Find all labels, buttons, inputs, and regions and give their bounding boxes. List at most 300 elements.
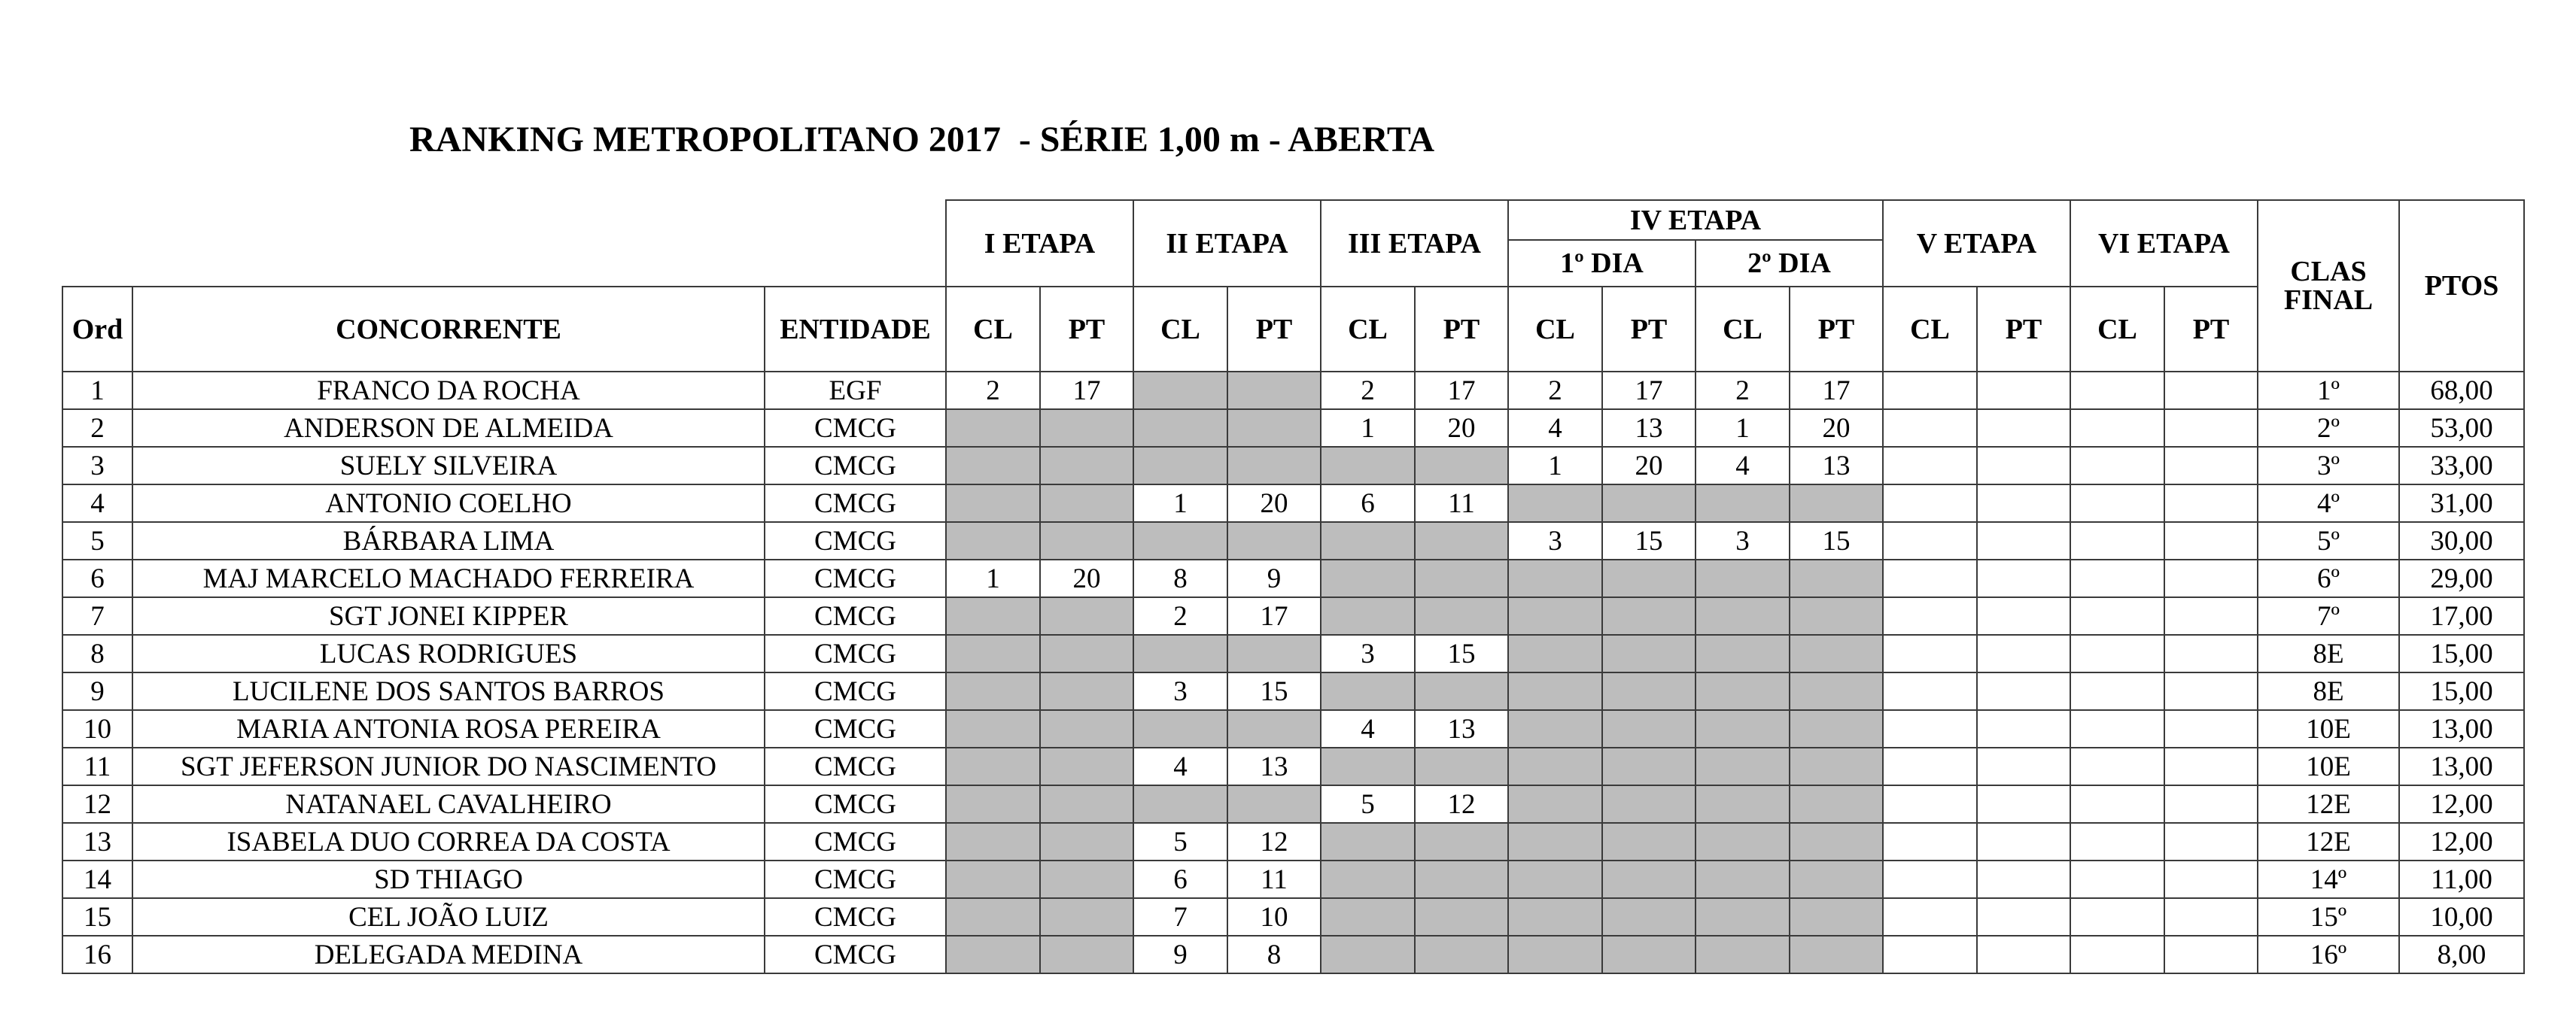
- stage4-day2-pt-cell: [1790, 898, 1883, 936]
- stage5-cl-cell: [1883, 785, 1977, 823]
- stage3-pt-cell: 15: [1415, 635, 1508, 672]
- header-pt: PT: [1415, 287, 1508, 372]
- stage1-pt-cell: [1040, 522, 1133, 560]
- stage2-pt-cell: 20: [1227, 484, 1321, 522]
- stage3-cl-cell: [1321, 748, 1415, 785]
- stage3-cl-cell: 2: [1321, 372, 1415, 409]
- stage5-pt-cell: [1977, 861, 2070, 898]
- stage4-day2-cl-cell: [1696, 861, 1790, 898]
- entity-cell: CMCG: [765, 522, 946, 560]
- stage5-cl-cell: [1883, 748, 1977, 785]
- stage1-cl-cell: [946, 409, 1040, 447]
- header-final-class: CLAS FINAL: [2258, 200, 2399, 372]
- stage2-cl-cell: [1133, 710, 1227, 748]
- final-class-cell: 6º: [2258, 560, 2399, 597]
- points-cell: 29,00: [2399, 560, 2524, 597]
- stage2-cl-cell: 2: [1133, 597, 1227, 635]
- stage3-pt-cell: [1415, 447, 1508, 484]
- stage2-cl-cell: [1133, 785, 1227, 823]
- header-cl: CL: [1696, 287, 1790, 372]
- stage1-pt-cell: 17: [1040, 372, 1133, 409]
- stage3-pt-cell: [1415, 861, 1508, 898]
- stage3-cl-cell: [1321, 823, 1415, 861]
- stage3-cl-cell: [1321, 447, 1415, 484]
- stage4-day2-cl-cell: 1: [1696, 409, 1790, 447]
- points-cell: 13,00: [2399, 710, 2524, 748]
- stage2-pt-cell: 8: [1227, 936, 1321, 973]
- header-pt: PT: [1602, 287, 1696, 372]
- stage6-pt-cell: [2164, 484, 2258, 522]
- stage4-day2-pt-cell: [1790, 861, 1883, 898]
- table-row: [62, 372, 2524, 409]
- header-stage-6: VI ETAPA: [2070, 200, 2258, 287]
- stage6-pt-cell: [2164, 710, 2258, 748]
- stage3-cl-cell: [1321, 898, 1415, 936]
- stage2-cl-cell: [1133, 522, 1227, 560]
- stage2-cl-cell: 8: [1133, 560, 1227, 597]
- stage3-pt-cell: 17: [1415, 372, 1508, 409]
- header-day-2: 2º DIA: [1696, 240, 1883, 287]
- stage1-pt-cell: [1040, 748, 1133, 785]
- header-row-columns: [62, 287, 2524, 372]
- entity-cell: CMCG: [765, 785, 946, 823]
- stage4-day2-pt-cell: [1790, 936, 1883, 973]
- stage5-cl-cell: [1883, 635, 1977, 672]
- table-row: [62, 447, 2524, 484]
- stage5-pt-cell: [1977, 372, 2070, 409]
- points-cell: 13,00: [2399, 748, 2524, 785]
- stage4-day1-pt-cell: [1602, 597, 1696, 635]
- entity-cell: CMCG: [765, 597, 946, 635]
- stage4-day2-cl-cell: [1696, 672, 1790, 710]
- stage4-day2-pt-cell: [1790, 560, 1883, 597]
- stage5-cl-cell: [1883, 447, 1977, 484]
- competitor-name: FRANCO DA ROCHA: [132, 372, 765, 409]
- header-stage-2: II ETAPA: [1133, 200, 1321, 287]
- stage3-cl-cell: [1321, 560, 1415, 597]
- header-cl: CL: [1883, 287, 1977, 372]
- table-row: [62, 748, 2524, 785]
- stage1-pt-cell: [1040, 898, 1133, 936]
- entity-cell: EGF: [765, 372, 946, 409]
- stage4-day1-pt-cell: [1602, 823, 1696, 861]
- stage4-day1-cl-cell: [1508, 861, 1602, 898]
- ord-cell: 9: [62, 672, 132, 710]
- stage1-pt-cell: [1040, 710, 1133, 748]
- stage6-pt-cell: [2164, 409, 2258, 447]
- ord-cell: 3: [62, 447, 132, 484]
- table-row: [62, 898, 2524, 936]
- stage4-day2-pt-cell: 20: [1790, 409, 1883, 447]
- stage1-pt-cell: [1040, 936, 1133, 973]
- stage5-pt-cell: [1977, 748, 2070, 785]
- stage4-day2-cl-cell: [1696, 710, 1790, 748]
- stage1-cl-cell: [946, 710, 1040, 748]
- stage1-pt-cell: [1040, 861, 1133, 898]
- ord-cell: 11: [62, 748, 132, 785]
- header-pt: PT: [1977, 287, 2070, 372]
- stage2-pt-cell: [1227, 372, 1321, 409]
- stage5-pt-cell: [1977, 409, 2070, 447]
- stage6-pt-cell: [2164, 447, 2258, 484]
- stage6-cl-cell: [2070, 710, 2164, 748]
- header-entity: ENTIDADE: [765, 287, 946, 372]
- stage5-cl-cell: [1883, 597, 1977, 635]
- stage6-cl-cell: [2070, 898, 2164, 936]
- table-row: [62, 823, 2524, 861]
- ranking-table: [62, 199, 2525, 974]
- stage4-day1-cl-cell: [1508, 785, 1602, 823]
- competitor-name: CEL JOÃO LUIZ: [132, 898, 765, 936]
- stage4-day2-pt-cell: [1790, 635, 1883, 672]
- stage3-cl-cell: [1321, 672, 1415, 710]
- ord-cell: 4: [62, 484, 132, 522]
- stage4-day2-cl-cell: [1696, 785, 1790, 823]
- points-cell: 15,00: [2399, 635, 2524, 672]
- entity-cell: CMCG: [765, 936, 946, 973]
- stage2-cl-cell: 9: [1133, 936, 1227, 973]
- stage1-pt-cell: [1040, 823, 1133, 861]
- stage2-cl-cell: [1133, 635, 1227, 672]
- ord-cell: 2: [62, 409, 132, 447]
- competitor-name: ISABELA DUO CORREA DA COSTA: [132, 823, 765, 861]
- stage1-cl-cell: 2: [946, 372, 1040, 409]
- stage2-cl-cell: 1: [1133, 484, 1227, 522]
- points-cell: 33,00: [2399, 447, 2524, 484]
- stage4-day1-cl-cell: 2: [1508, 372, 1602, 409]
- stage6-cl-cell: [2070, 597, 2164, 635]
- stage2-cl-cell: 4: [1133, 748, 1227, 785]
- stage2-pt-cell: 15: [1227, 672, 1321, 710]
- stage2-pt-cell: 17: [1227, 597, 1321, 635]
- points-cell: 8,00: [2399, 936, 2524, 973]
- stage1-pt-cell: [1040, 447, 1133, 484]
- stage1-cl-cell: [946, 597, 1040, 635]
- stage6-cl-cell: [2070, 785, 2164, 823]
- stage3-cl-cell: 5: [1321, 785, 1415, 823]
- stage4-day1-cl-cell: [1508, 484, 1602, 522]
- stage4-day2-cl-cell: [1696, 823, 1790, 861]
- header-day-1: 1º DIA: [1508, 240, 1696, 287]
- stage4-day1-cl-cell: [1508, 560, 1602, 597]
- ord-cell: 16: [62, 936, 132, 973]
- stage2-cl-cell: 5: [1133, 823, 1227, 861]
- stage4-day2-pt-cell: [1790, 484, 1883, 522]
- stage4-day1-cl-cell: [1508, 898, 1602, 936]
- stage4-day2-cl-cell: [1696, 597, 1790, 635]
- stage4-day1-pt-cell: [1602, 672, 1696, 710]
- final-class-cell: 12E: [2258, 823, 2399, 861]
- stage2-pt-cell: 10: [1227, 898, 1321, 936]
- competitor-name: SUELY SILVEIRA: [132, 447, 765, 484]
- stage5-pt-cell: [1977, 785, 2070, 823]
- ord-cell: 8: [62, 635, 132, 672]
- stage2-pt-cell: [1227, 447, 1321, 484]
- stage3-pt-cell: 11: [1415, 484, 1508, 522]
- stage5-cl-cell: [1883, 936, 1977, 973]
- stage4-day2-cl-cell: 3: [1696, 522, 1790, 560]
- final-class-cell: 3º: [2258, 447, 2399, 484]
- points-cell: 12,00: [2399, 785, 2524, 823]
- competitor-name: SD THIAGO: [132, 861, 765, 898]
- header-pt: PT: [1227, 287, 1321, 372]
- stage4-day2-cl-cell: [1696, 898, 1790, 936]
- points-cell: 15,00: [2399, 672, 2524, 710]
- header-stage-4: IV ETAPA: [1508, 200, 1883, 240]
- stage4-day1-pt-cell: 15: [1602, 522, 1696, 560]
- stage4-day1-cl-cell: 3: [1508, 522, 1602, 560]
- stage1-pt-cell: [1040, 672, 1133, 710]
- stage3-cl-cell: 6: [1321, 484, 1415, 522]
- stage6-pt-cell: [2164, 560, 2258, 597]
- stage3-pt-cell: [1415, 936, 1508, 973]
- ord-cell: 15: [62, 898, 132, 936]
- stage5-cl-cell: [1883, 861, 1977, 898]
- final-class-cell: 10E: [2258, 748, 2399, 785]
- entity-cell: CMCG: [765, 560, 946, 597]
- stage2-pt-cell: [1227, 635, 1321, 672]
- stage6-pt-cell: [2164, 861, 2258, 898]
- stage6-cl-cell: [2070, 936, 2164, 973]
- stage6-cl-cell: [2070, 447, 2164, 484]
- stage6-cl-cell: [2070, 748, 2164, 785]
- stage6-pt-cell: [2164, 785, 2258, 823]
- final-class-cell: 12E: [2258, 785, 2399, 823]
- ord-cell: 1: [62, 372, 132, 409]
- header-pt: PT: [2164, 287, 2258, 372]
- competitor-name: BÁRBARA LIMA: [132, 522, 765, 560]
- stage1-pt-cell: [1040, 484, 1133, 522]
- stage4-day2-pt-cell: [1790, 672, 1883, 710]
- points-cell: 12,00: [2399, 823, 2524, 861]
- stage6-pt-cell: [2164, 522, 2258, 560]
- stage4-day1-cl-cell: 1: [1508, 447, 1602, 484]
- stage4-day1-pt-cell: [1602, 635, 1696, 672]
- final-class-cell: 4º: [2258, 484, 2399, 522]
- stage5-cl-cell: [1883, 823, 1977, 861]
- stage3-cl-cell: [1321, 936, 1415, 973]
- table-row: [62, 710, 2524, 748]
- stage1-pt-cell: 20: [1040, 560, 1133, 597]
- header-row-stages: [62, 200, 2524, 240]
- stage1-cl-cell: [946, 484, 1040, 522]
- stage2-pt-cell: 9: [1227, 560, 1321, 597]
- competitor-name: ANDERSON DE ALMEIDA: [132, 409, 765, 447]
- points-cell: 11,00: [2399, 861, 2524, 898]
- stage2-pt-cell: [1227, 409, 1321, 447]
- stage2-pt-cell: 12: [1227, 823, 1321, 861]
- stage4-day1-cl-cell: [1508, 823, 1602, 861]
- ord-cell: 5: [62, 522, 132, 560]
- entity-cell: CMCG: [765, 823, 946, 861]
- stage6-pt-cell: [2164, 823, 2258, 861]
- stage2-pt-cell: [1227, 522, 1321, 560]
- stage1-cl-cell: [946, 447, 1040, 484]
- stage4-day2-pt-cell: [1790, 710, 1883, 748]
- stage4-day2-cl-cell: [1696, 484, 1790, 522]
- stage4-day1-pt-cell: [1602, 785, 1696, 823]
- ord-cell: 14: [62, 861, 132, 898]
- stage2-pt-cell: [1227, 785, 1321, 823]
- ord-cell: 12: [62, 785, 132, 823]
- table-row: [62, 409, 2524, 447]
- stage3-cl-cell: [1321, 861, 1415, 898]
- competitor-name: MARIA ANTONIA ROSA PEREIRA: [132, 710, 765, 748]
- stage4-day2-cl-cell: [1696, 936, 1790, 973]
- stage5-cl-cell: [1883, 898, 1977, 936]
- final-class-cell: 8E: [2258, 672, 2399, 710]
- stage3-pt-cell: 13: [1415, 710, 1508, 748]
- stage4-day1-pt-cell: 20: [1602, 447, 1696, 484]
- stage3-pt-cell: [1415, 560, 1508, 597]
- entity-cell: CMCG: [765, 447, 946, 484]
- stage5-cl-cell: [1883, 522, 1977, 560]
- stage6-cl-cell: [2070, 409, 2164, 447]
- stage6-cl-cell: [2070, 861, 2164, 898]
- final-class-cell: 2º: [2258, 409, 2399, 447]
- stage3-pt-cell: 20: [1415, 409, 1508, 447]
- header-cl: CL: [946, 287, 1040, 372]
- stage3-cl-cell: 4: [1321, 710, 1415, 748]
- table-row: [62, 597, 2524, 635]
- stage5-cl-cell: [1883, 710, 1977, 748]
- stage1-cl-cell: [946, 522, 1040, 560]
- stage2-cl-cell: 7: [1133, 898, 1227, 936]
- competitor-name: MAJ MARCELO MACHADO FERREIRA: [132, 560, 765, 597]
- stage5-cl-cell: [1883, 372, 1977, 409]
- points-cell: 68,00: [2399, 372, 2524, 409]
- stage4-day1-cl-cell: 4: [1508, 409, 1602, 447]
- header-competitor: CONCORRENTE: [132, 287, 765, 372]
- stage5-cl-cell: [1883, 672, 1977, 710]
- stage5-pt-cell: [1977, 710, 2070, 748]
- stage1-cl-cell: [946, 785, 1040, 823]
- final-class-cell: 5º: [2258, 522, 2399, 560]
- stage3-pt-cell: [1415, 748, 1508, 785]
- stage2-pt-cell: [1227, 710, 1321, 748]
- stage4-day2-cl-cell: [1696, 748, 1790, 785]
- stage6-pt-cell: [2164, 672, 2258, 710]
- entity-cell: CMCG: [765, 898, 946, 936]
- ord-cell: 6: [62, 560, 132, 597]
- header-ord: Ord: [62, 287, 132, 372]
- table-row: [62, 672, 2524, 710]
- points-cell: 53,00: [2399, 409, 2524, 447]
- competitor-name: SGT JONEI KIPPER: [132, 597, 765, 635]
- stage1-cl-cell: [946, 635, 1040, 672]
- table-row: [62, 560, 2524, 597]
- stage4-day1-pt-cell: [1602, 560, 1696, 597]
- stage4-day1-pt-cell: [1602, 748, 1696, 785]
- header-pt: PT: [1040, 287, 1133, 372]
- final-class-cell: 15º: [2258, 898, 2399, 936]
- stage4-day1-pt-cell: 17: [1602, 372, 1696, 409]
- stage6-cl-cell: [2070, 522, 2164, 560]
- competitor-name: LUCILENE DOS SANTOS BARROS: [132, 672, 765, 710]
- stage3-cl-cell: [1321, 597, 1415, 635]
- header-cl: CL: [2070, 287, 2164, 372]
- stage4-day2-cl-cell: [1696, 635, 1790, 672]
- stage4-day2-pt-cell: [1790, 748, 1883, 785]
- stage4-day2-pt-cell: 17: [1790, 372, 1883, 409]
- stage2-cl-cell: 3: [1133, 672, 1227, 710]
- stage1-pt-cell: [1040, 635, 1133, 672]
- stage5-pt-cell: [1977, 635, 2070, 672]
- stage1-cl-cell: [946, 823, 1040, 861]
- stage6-pt-cell: [2164, 898, 2258, 936]
- entity-cell: CMCG: [765, 710, 946, 748]
- competitor-name: SGT JEFERSON JUNIOR DO NASCIMENTO: [132, 748, 765, 785]
- stage6-cl-cell: [2070, 672, 2164, 710]
- header-cl: CL: [1133, 287, 1227, 372]
- points-cell: 31,00: [2399, 484, 2524, 522]
- final-class-cell: 14º: [2258, 861, 2399, 898]
- entity-cell: CMCG: [765, 672, 946, 710]
- stage3-cl-cell: 1: [1321, 409, 1415, 447]
- stage6-cl-cell: [2070, 635, 2164, 672]
- stage3-pt-cell: 12: [1415, 785, 1508, 823]
- stage6-pt-cell: [2164, 748, 2258, 785]
- stage1-cl-cell: [946, 936, 1040, 973]
- stage4-day2-pt-cell: [1790, 597, 1883, 635]
- stage4-day2-cl-cell: 4: [1696, 447, 1790, 484]
- stage4-day1-cl-cell: [1508, 936, 1602, 973]
- table-row: [62, 484, 2524, 522]
- entity-cell: CMCG: [765, 635, 946, 672]
- stage3-pt-cell: [1415, 597, 1508, 635]
- stage5-pt-cell: [1977, 597, 2070, 635]
- stage4-day1-pt-cell: [1602, 861, 1696, 898]
- table-row: [62, 522, 2524, 560]
- competitor-name: LUCAS RODRIGUES: [132, 635, 765, 672]
- entity-cell: CMCG: [765, 409, 946, 447]
- stage5-cl-cell: [1883, 484, 1977, 522]
- final-class-cell: 8E: [2258, 635, 2399, 672]
- stage4-day1-pt-cell: [1602, 936, 1696, 973]
- header-spacer: [62, 200, 946, 287]
- stage6-pt-cell: [2164, 372, 2258, 409]
- header-stage-3: III ETAPA: [1321, 200, 1508, 287]
- entity-cell: CMCG: [765, 484, 946, 522]
- stage2-cl-cell: [1133, 447, 1227, 484]
- entity-cell: CMCG: [765, 748, 946, 785]
- stage5-pt-cell: [1977, 823, 2070, 861]
- stage5-pt-cell: [1977, 484, 2070, 522]
- stage4-day2-pt-cell: 13: [1790, 447, 1883, 484]
- entity-cell: CMCG: [765, 861, 946, 898]
- stage3-pt-cell: [1415, 522, 1508, 560]
- header-cl: CL: [1508, 287, 1602, 372]
- header-points: PTOS: [2399, 200, 2524, 372]
- stage5-cl-cell: [1883, 409, 1977, 447]
- stage4-day1-cl-cell: [1508, 748, 1602, 785]
- stage1-cl-cell: [946, 861, 1040, 898]
- header-stage-1: I ETAPA: [946, 200, 1133, 287]
- competitor-name: ANTONIO COELHO: [132, 484, 765, 522]
- stage2-pt-cell: 13: [1227, 748, 1321, 785]
- stage4-day1-pt-cell: 13: [1602, 409, 1696, 447]
- stage3-pt-cell: [1415, 898, 1508, 936]
- final-class-cell: 1º: [2258, 372, 2399, 409]
- stage2-pt-cell: 11: [1227, 861, 1321, 898]
- ranking-rows: [62, 372, 2524, 973]
- stage4-day2-pt-cell: [1790, 823, 1883, 861]
- stage4-day2-pt-cell: 15: [1790, 522, 1883, 560]
- stage4-day1-cl-cell: [1508, 597, 1602, 635]
- ord-cell: 13: [62, 823, 132, 861]
- final-class-cell: 7º: [2258, 597, 2399, 635]
- stage5-pt-cell: [1977, 447, 2070, 484]
